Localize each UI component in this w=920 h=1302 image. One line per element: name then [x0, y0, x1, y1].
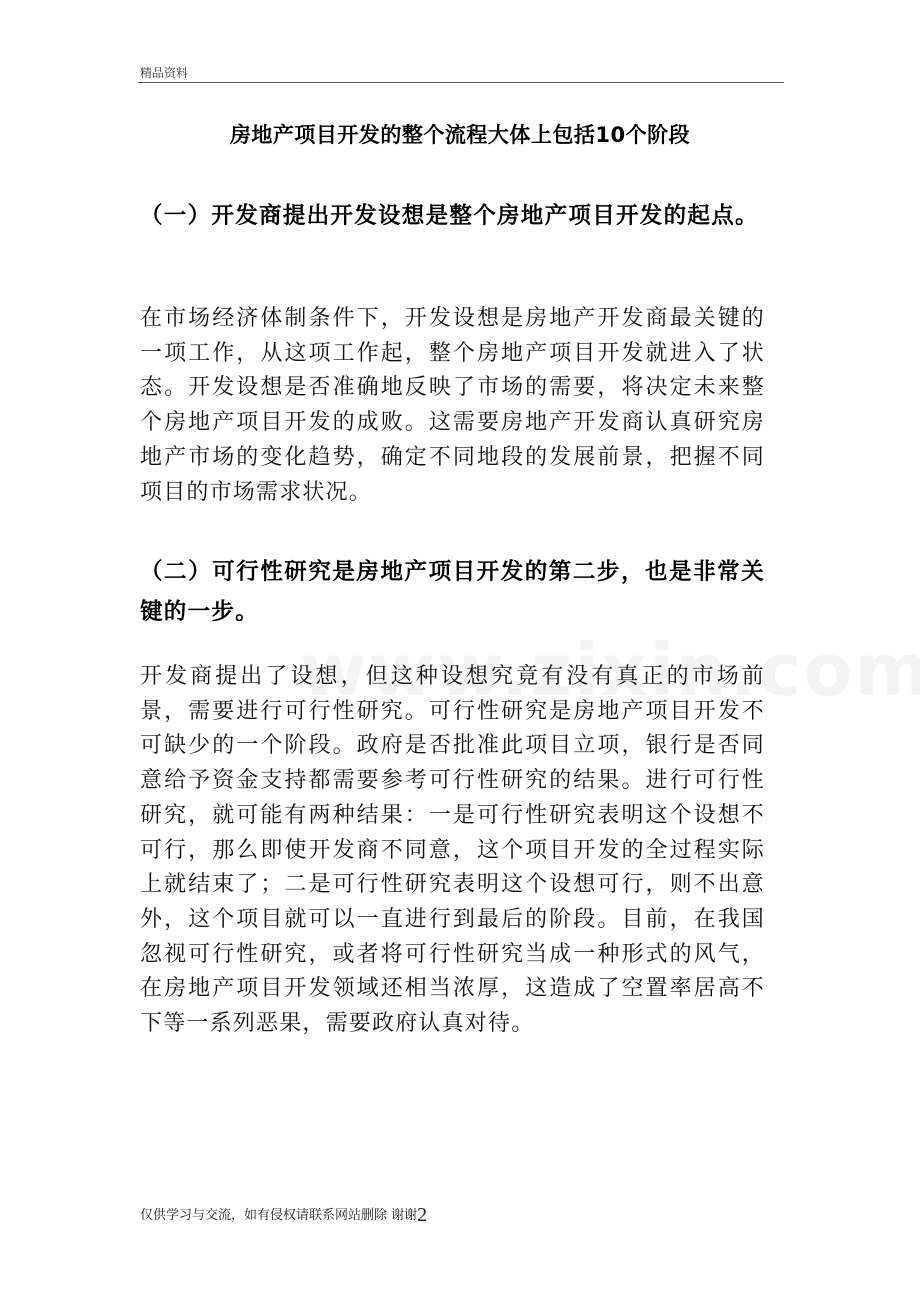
section-body-1: 在市场经济体制条件下，开发设想是房地产开发商最关键的一项工作，从这项工作起，整个房地产项目开发就进入了状态。开发设想是否准确地反映了市场的需要，将决定未来整个房地产项目开发的成败。这需要房地产开发商认真研究房地产市场的变化趋势，确定不同地段的发展前景，把握不同项目的市场需求状况。 — [140, 306, 765, 505]
section-body-2: 开发商提出了设想，但这种设想究竟有没有真正的市场前景，需要进行可行性研究。可行性研究是房地产项目开发不可缺少的一个阶段。政府是否批准此项目立项，银行是否同意给予资金支持都需要参考可行性研究的结果。进行可行性研究，就可能有两种结果：一是可行性研究表明这个设想不可行，那么即使开发商不同意，这个项目开发的全过程实际上就结束了；二是可行性研究表明这个设想可行，则不出意外，这个项目就可以一直进行到最后的阶段。目前，在我国忽视可行性研究，或者将可行性研究当成一种形式的风气，在房地产项目开发领域还相当浓厚，这造成了空置率居高不下等一系列恶果，需要政府认真对待。 — [140, 664, 765, 1037]
section-heading-1: （一）开发商提出开发设想是整个房地产项目开发的起点。 — [140, 203, 759, 229]
footer-note: 仅供学习与交流，如有侵权请联系网站删除 谢谢 — [140, 1208, 418, 1223]
header-label: 精品资料 — [140, 66, 189, 80]
page-number: 2 — [417, 1204, 428, 1226]
section-heading-2: （二）可行性研究是房地产项目开发的第二步，也是非常关键的一步。 — [140, 559, 765, 625]
footer — [140, 1204, 427, 1227]
document-title: 房地产项目开发的整个流程大体上包括10个阶段 — [229, 123, 691, 147]
header-divider — [138, 82, 784, 83]
